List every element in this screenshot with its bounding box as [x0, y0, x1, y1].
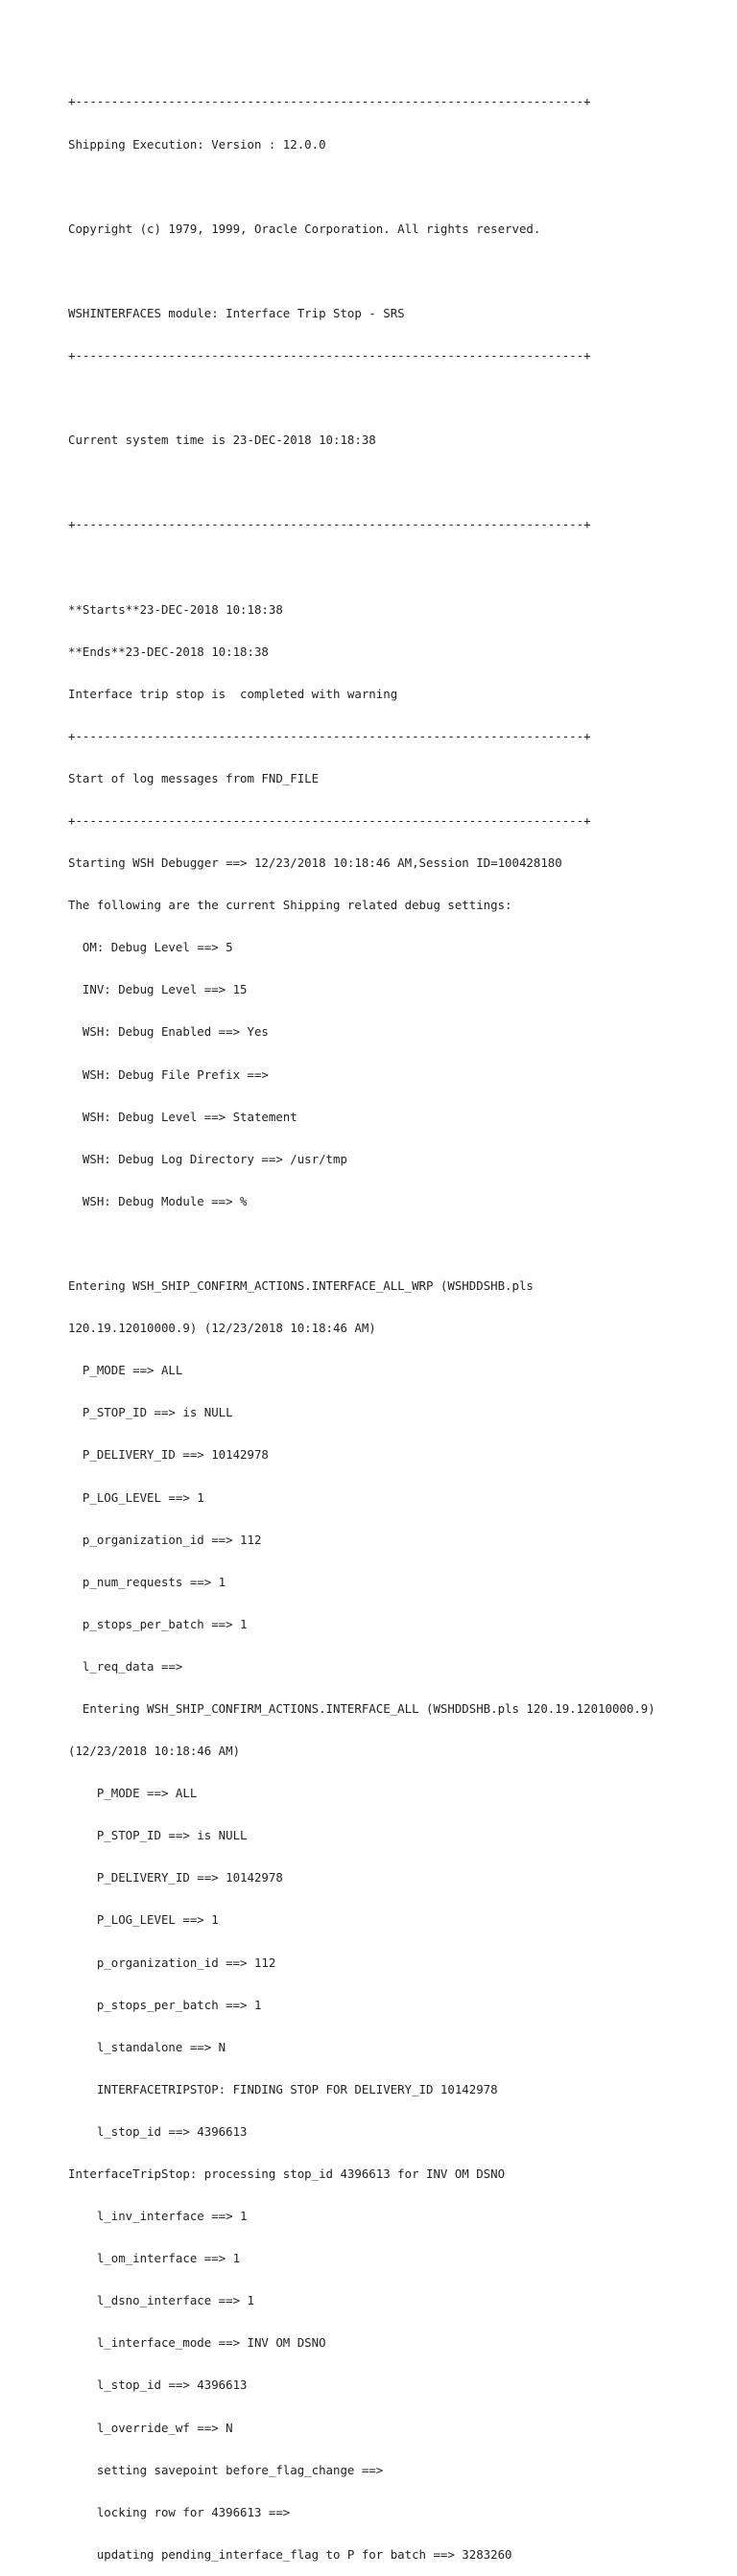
blank-line — [68, 265, 721, 279]
parameter-line: l_stop_id ==> 4396613 — [68, 2123, 248, 2139]
parameter-line: p_organization_id ==> 112 — [68, 1955, 276, 1970]
starts-line: **Starts**23-DEC-2018 10:18:38 — [68, 601, 283, 617]
blank-line — [68, 1237, 721, 1252]
parameter-line: l_inv_interface ==> 1 — [68, 2209, 248, 2224]
debug-setting-line: WSH: Debug File Prefix ==> — [68, 1066, 269, 1082]
log-line: Starting WSH Debugger ==> 12/23/2018 10:18:46 AM,Session ID=100428180 — [68, 855, 562, 871]
parameter-line: l_interface_mode ==> INV OM DSNO — [68, 2335, 326, 2351]
copyright-line: Copyright (c) 1979, 1999, Oracle Corporation. All rights reserved. — [68, 221, 541, 236]
separator-line: +-----------------------------------------------------------------------+ — [68, 94, 591, 109]
debug-setting-line: INV: Debug Level ==> 15 — [68, 982, 248, 997]
parameter-line: P_LOG_LEVEL ==> 1 — [68, 1912, 219, 1928]
parameter-line: P_MODE ==> ALL — [68, 1786, 198, 1801]
log-line: Entering WSH_SHIP_CONFIRM_ACTIONS.INTERFACE_ALL_WRP (WSHDDSHB.pls — [68, 1278, 534, 1294]
parameter-line: P_LOG_LEVEL ==> 1 — [68, 1489, 204, 1505]
log-line: setting savepoint before_flag_change ==> — [68, 2462, 384, 2477]
debug-setting-line: WSH: Debug Enabled ==> Yes — [68, 1024, 269, 1040]
log-document — [68, 67, 721, 2576]
log-line: The following are the current Shipping related debug settings: — [68, 898, 512, 913]
blank-line — [68, 391, 721, 406]
parameter-line: P_STOP_ID ==> is NULL — [68, 1828, 248, 1843]
parameter-line: p_organization_id ==> 112 — [68, 1532, 262, 1547]
log-line: locking row for 4396613 ==> — [68, 2504, 291, 2519]
parameter-line: l_override_wf ==> N — [68, 2420, 233, 2435]
debug-setting-line: WSH: Debug Log Directory ==> /usr/tmp — [68, 1151, 347, 1166]
separator-line: +-----------------------------------------------------------------------+ — [68, 813, 591, 828]
log-line: Entering WSH_SHIP_CONFIRM_ACTIONS.INTERFACE_ALL (WSHDDSHB.pls 120.19.12010000.9) — [68, 1700, 655, 1716]
separator-line: +-----------------------------------------------------------------------+ — [68, 347, 591, 363]
parameter-line: P_DELIVERY_ID ==> 10142978 — [68, 1870, 283, 1885]
separator-line: +-----------------------------------------------------------------------+ — [68, 728, 591, 743]
separator-line: +-----------------------------------------------------------------------+ — [68, 517, 591, 532]
log-line: updating pending_interface_flag to P for batch ==> 3283260 — [68, 2546, 512, 2562]
completion-status-line: Interface trip stop is completed with warning — [68, 686, 398, 701]
parameter-line: P_STOP_ID ==> is NULL — [68, 1405, 233, 1420]
log-line: INTERFACETRIPSTOP: FINDING STOP FOR DELIVERY_ID 10142978 — [68, 2081, 498, 2096]
log-line: 120.19.12010000.9) (12/23/2018 10:18:46 AM) — [68, 1321, 376, 1336]
debug-setting-line: WSH: Debug Level ==> Statement — [68, 1109, 297, 1124]
blank-line — [68, 180, 721, 195]
system-time-line: Current system time is 23-DEC-2018 10:18:38 — [68, 433, 376, 448]
log-messages-heading: Start of log messages from FND_FILE — [68, 770, 320, 785]
version-line: Shipping Execution: Version : 12.0.0 — [68, 136, 326, 152]
parameter-line: l_dsno_interface ==> 1 — [68, 2293, 254, 2308]
parameter-line: p_num_requests ==> 1 — [68, 1574, 226, 1589]
parameter-line: P_MODE ==> ALL — [68, 1363, 183, 1378]
parameter-line: p_stops_per_batch ==> 1 — [68, 1616, 248, 1631]
parameter-line: l_req_data ==> — [68, 1658, 183, 1674]
parameter-line: P_DELIVERY_ID ==> 10142978 — [68, 1447, 269, 1463]
parameter-line: l_standalone ==> N — [68, 2039, 226, 2054]
log-line: (12/23/2018 10:18:46 AM) — [68, 1744, 241, 1759]
debug-setting-line: WSH: Debug Module ==> % — [68, 1193, 248, 1208]
blank-line — [68, 476, 721, 490]
log-line: InterfaceTripStop: processing stop_id 4396613 for INV OM DSNO — [68, 2166, 506, 2181]
parameter-line: l_om_interface ==> 1 — [68, 2251, 241, 2266]
ends-line: **Ends**23-DEC-2018 10:18:38 — [68, 644, 269, 659]
parameter-line: p_stops_per_batch ==> 1 — [68, 1997, 262, 2012]
parameter-line: l_stop_id ==> 4396613 — [68, 2377, 248, 2393]
debug-setting-line: OM: Debug Level ==> 5 — [68, 940, 233, 955]
module-line: WSHINTERFACES module: Interface Trip Stop - SRS — [68, 305, 405, 320]
blank-line — [68, 560, 721, 574]
